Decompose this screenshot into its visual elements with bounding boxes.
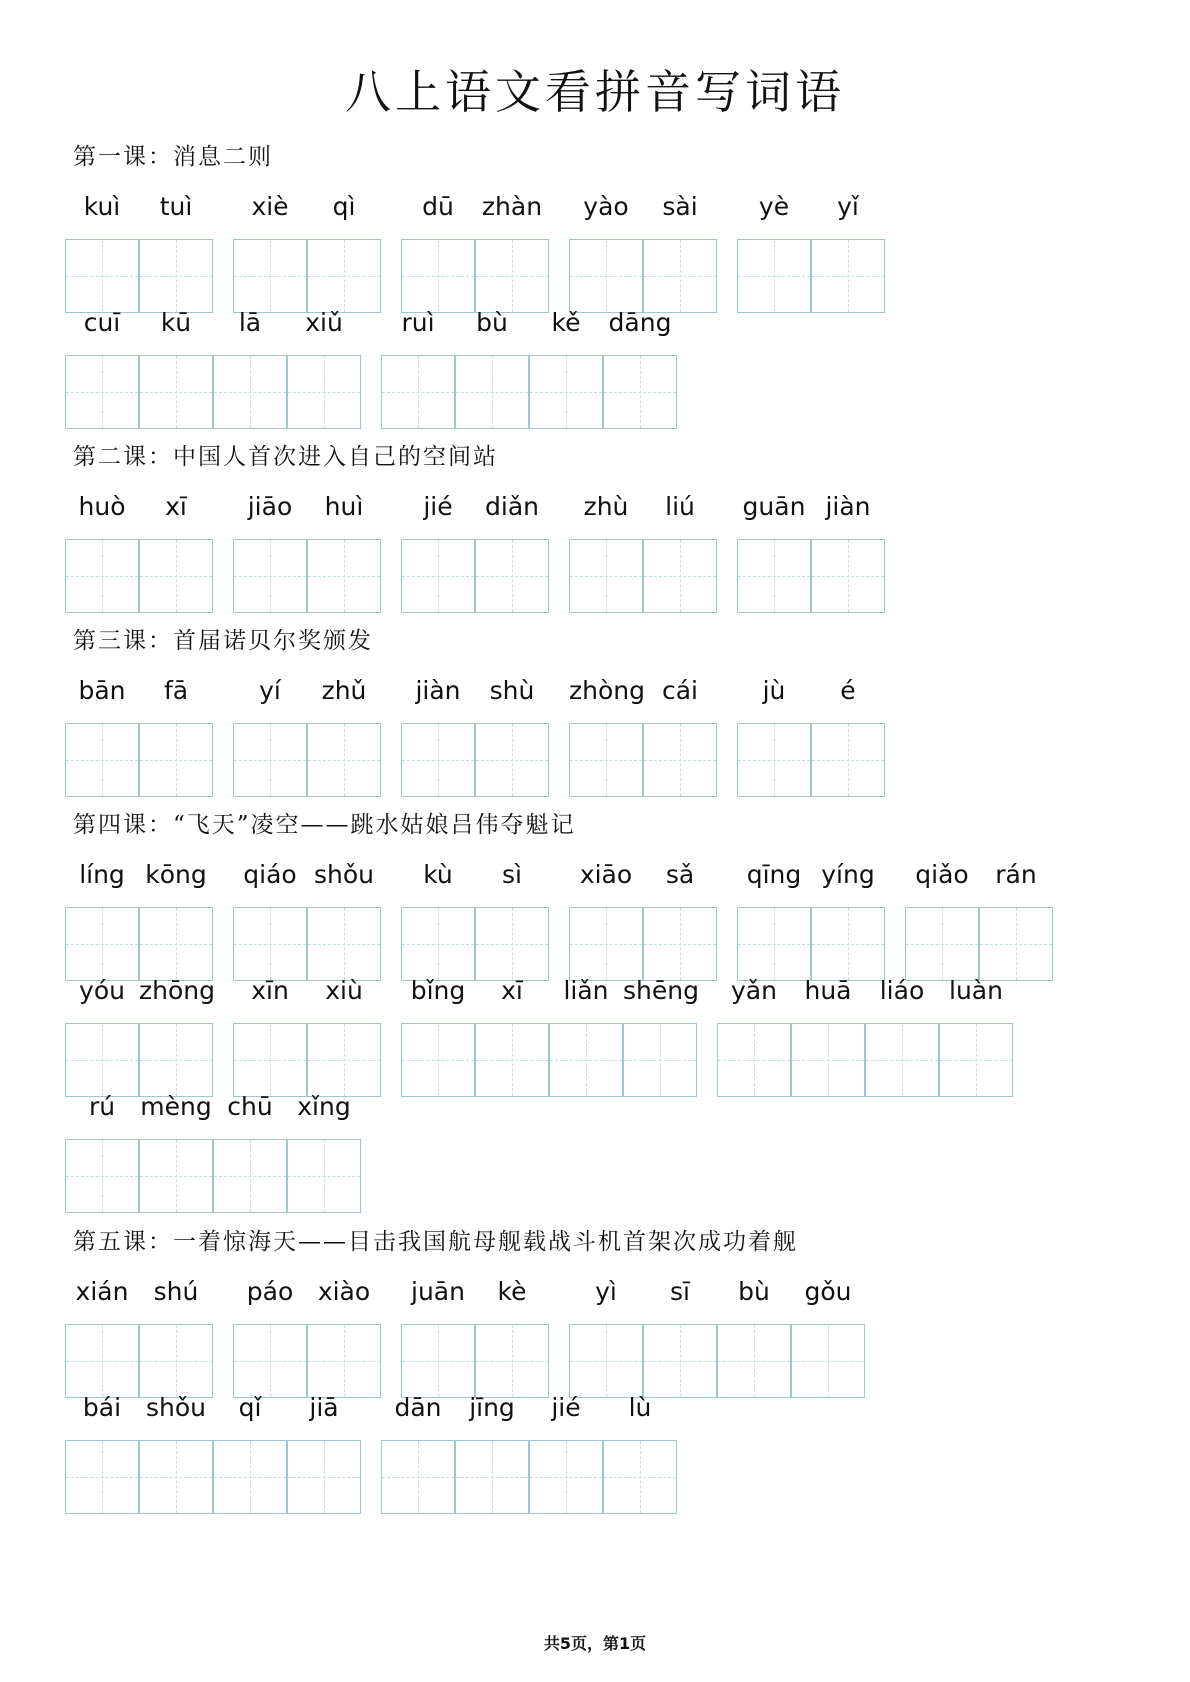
char-writing-box[interactable] <box>139 1023 213 1097</box>
char-writing-box[interactable] <box>643 239 717 313</box>
pinyin-label: juān <box>411 1277 465 1306</box>
char-writing-box[interactable] <box>65 1324 139 1398</box>
lesson-title: 第三课：首届诺贝尔奖颁发 <box>73 628 373 654</box>
word-item <box>233 190 381 314</box>
pinyin-label: qiáo <box>243 860 297 889</box>
char-writing-box[interactable] <box>139 1440 213 1514</box>
word-item <box>233 858 381 982</box>
char-writing-box[interactable] <box>307 907 381 981</box>
pinyin-label: dū <box>422 192 454 221</box>
pinyin-label: cuī <box>83 308 121 337</box>
page-title: 八上语文看拼音写词语 <box>345 65 845 119</box>
word-item <box>65 858 213 982</box>
char-writing-box[interactable] <box>811 239 885 313</box>
word-item <box>737 674 885 798</box>
pinyin-label: liáo <box>879 976 925 1005</box>
pinyin-label: huì <box>324 492 364 521</box>
pinyin-label: líng <box>79 860 125 889</box>
char-writing-box[interactable] <box>65 1139 139 1213</box>
lesson-title: 第四课：“飞天”凌空——跳水姑娘吕伟夺魁记 <box>73 812 576 838</box>
char-writing-box[interactable] <box>475 1324 549 1398</box>
pinyin-label: xiè <box>251 192 289 221</box>
pinyin-label: kè <box>497 1277 527 1306</box>
char-writing-box[interactable] <box>65 1023 139 1097</box>
pinyin-label: bái <box>82 1393 122 1422</box>
pinyin-label: luàn <box>949 976 1003 1005</box>
word-item <box>401 190 549 314</box>
char-writing-box[interactable] <box>455 1440 529 1514</box>
pinyin-label: mèng <box>140 1092 212 1121</box>
pinyin-label: dāng <box>608 308 672 337</box>
char-writing-box[interactable] <box>307 1324 381 1398</box>
char-writing-box[interactable] <box>643 1324 717 1398</box>
pinyin-label: gǒu <box>804 1277 852 1306</box>
lesson-title: 第五课：一着惊海天——目击我国航母舰载战斗机首架次成功着舰 <box>73 1229 798 1255</box>
word-item <box>65 974 213 1098</box>
char-writing-box[interactable] <box>139 539 213 613</box>
char-writing-box[interactable] <box>213 1440 287 1514</box>
pinyin-label: bù <box>476 308 508 337</box>
char-writing-box[interactable] <box>65 723 139 797</box>
pinyin-label: yì <box>595 1277 617 1306</box>
pinyin-label: zhōng <box>139 976 215 1005</box>
pinyin-label: jiàn <box>415 676 461 705</box>
char-writing-box[interactable] <box>475 539 549 613</box>
word-item <box>401 974 697 1098</box>
pinyin-label: jié <box>551 1393 581 1422</box>
word-item <box>737 490 885 614</box>
pinyin-label: fā <box>163 676 189 705</box>
char-writing-box[interactable] <box>455 355 529 429</box>
pinyin-label: rú <box>88 1092 116 1121</box>
char-writing-box[interactable] <box>307 539 381 613</box>
pinyin-label: xiào <box>317 1277 371 1306</box>
word-item <box>65 306 361 430</box>
char-writing-box[interactable] <box>643 907 717 981</box>
char-writing-box[interactable] <box>569 907 643 981</box>
word-item <box>233 674 381 798</box>
char-writing-box[interactable] <box>65 907 139 981</box>
pinyin-label: huò <box>78 492 126 521</box>
word-item <box>233 1275 381 1399</box>
char-writing-box[interactable] <box>643 723 717 797</box>
char-writing-box[interactable] <box>139 239 213 313</box>
char-writing-box[interactable] <box>717 1023 791 1097</box>
pinyin-label: xiāo <box>579 860 633 889</box>
char-writing-box[interactable] <box>213 355 287 429</box>
char-writing-box[interactable] <box>287 1139 361 1213</box>
pinyin-label: dān <box>394 1393 442 1422</box>
pinyin-label: sī <box>670 1277 690 1306</box>
word-item <box>65 1391 361 1515</box>
pinyin-label: shù <box>489 676 535 705</box>
char-writing-box[interactable] <box>569 1324 643 1398</box>
pinyin-label: shēng <box>623 976 699 1005</box>
pinyin-label: xiǔ <box>305 308 343 337</box>
pinyin-label: shú <box>153 1277 199 1306</box>
char-writing-box[interactable] <box>307 239 381 313</box>
char-writing-box[interactable] <box>811 539 885 613</box>
word-item <box>65 190 213 314</box>
pinyin-label: yè <box>758 192 790 221</box>
word-item <box>737 190 885 314</box>
pinyin-label: lā <box>238 308 262 337</box>
char-writing-box[interactable] <box>381 1440 455 1514</box>
pinyin-label: yào <box>583 192 629 221</box>
pinyin-label: sǎ <box>665 860 695 889</box>
word-item <box>233 974 381 1098</box>
word-item <box>737 858 885 982</box>
pinyin-label: yíng <box>821 860 875 889</box>
char-writing-box[interactable] <box>401 1324 475 1398</box>
pinyin-label: yǎn <box>731 976 777 1005</box>
char-writing-box[interactable] <box>623 1023 697 1097</box>
word-item <box>401 490 549 614</box>
pinyin-label: kōng <box>145 860 207 889</box>
pinyin-label: yóu <box>79 976 125 1005</box>
char-writing-box[interactable] <box>401 539 475 613</box>
char-writing-box[interactable] <box>549 1023 623 1097</box>
pinyin-label: kū <box>160 308 192 337</box>
char-writing-box[interactable] <box>569 723 643 797</box>
pinyin-label: jiā <box>309 1393 339 1422</box>
char-writing-box[interactable] <box>233 1324 307 1398</box>
word-item <box>65 1090 361 1214</box>
char-writing-box[interactable] <box>401 239 475 313</box>
pinyin-label: bān <box>78 676 126 705</box>
char-writing-box[interactable] <box>717 1324 791 1398</box>
char-writing-box[interactable] <box>233 239 307 313</box>
pinyin-label: zhàn <box>481 192 543 221</box>
pinyin-label: páo <box>246 1277 294 1306</box>
pinyin-label: sài <box>662 192 698 221</box>
pinyin-label: diǎn <box>485 492 539 521</box>
char-writing-box[interactable] <box>737 539 811 613</box>
char-writing-box[interactable] <box>791 1324 865 1398</box>
char-writing-box[interactable] <box>569 539 643 613</box>
word-item <box>65 1275 213 1399</box>
char-writing-box[interactable] <box>65 239 139 313</box>
char-writing-box[interactable] <box>811 907 885 981</box>
char-writing-box[interactable] <box>65 539 139 613</box>
pinyin-label: jù <box>762 676 786 705</box>
pinyin-label: kuì <box>83 192 121 221</box>
char-writing-box[interactable] <box>287 1440 361 1514</box>
pinyin-label: jiāo <box>247 492 293 521</box>
char-writing-box[interactable] <box>569 239 643 313</box>
pinyin-label: kě <box>551 308 581 337</box>
pinyin-label: shǒu <box>313 860 374 889</box>
char-writing-box[interactable] <box>939 1023 1013 1097</box>
page-footer: 共5页，第1页 <box>543 1634 647 1653</box>
char-writing-box[interactable] <box>65 1440 139 1514</box>
char-writing-box[interactable] <box>737 907 811 981</box>
pinyin-label: qīng <box>746 860 802 889</box>
char-writing-box[interactable] <box>139 723 213 797</box>
char-writing-box[interactable] <box>307 1023 381 1097</box>
char-writing-box[interactable] <box>65 355 139 429</box>
word-item <box>65 490 213 614</box>
word-item <box>569 1275 865 1399</box>
pinyin-label: huā <box>804 976 852 1005</box>
char-writing-box[interactable] <box>791 1023 865 1097</box>
char-writing-box[interactable] <box>643 539 717 613</box>
lesson-title: 第二课：中国人首次进入自己的空间站 <box>73 444 498 470</box>
pinyin-label: yí <box>259 676 281 705</box>
word-item <box>569 674 717 798</box>
word-item <box>381 1391 677 1515</box>
word-item <box>569 858 717 982</box>
pinyin-label: qiǎo <box>915 860 969 889</box>
word-item <box>569 190 717 314</box>
word-item <box>905 858 1053 982</box>
char-writing-box[interactable] <box>475 907 549 981</box>
pinyin-label: rán <box>995 860 1037 889</box>
char-writing-box[interactable] <box>233 539 307 613</box>
char-writing-box[interactable] <box>475 239 549 313</box>
pinyin-label: xīn <box>251 976 289 1005</box>
pinyin-label: jié <box>423 492 453 521</box>
word-item <box>569 490 717 614</box>
pinyin-label: yǐ <box>837 192 859 221</box>
pinyin-label: zhù <box>583 492 629 521</box>
char-writing-box[interactable] <box>287 355 361 429</box>
char-writing-box[interactable] <box>139 355 213 429</box>
word-item <box>401 858 549 982</box>
pinyin-label: xī <box>501 976 523 1005</box>
pinyin-label: é <box>840 676 856 705</box>
char-writing-box[interactable] <box>603 355 677 429</box>
char-writing-box[interactable] <box>401 723 475 797</box>
lesson-title: 第一课：消息二则 <box>73 144 273 170</box>
pinyin-label: lù <box>628 1393 652 1422</box>
pinyin-label: bǐng <box>410 976 466 1005</box>
pinyin-label: liǎn <box>563 976 609 1005</box>
char-writing-box[interactable] <box>401 1023 475 1097</box>
char-writing-box[interactable] <box>233 1023 307 1097</box>
pinyin-label: cái <box>661 676 698 705</box>
word-item <box>717 974 1013 1098</box>
char-writing-box[interactable] <box>865 1023 939 1097</box>
word-item <box>381 306 677 430</box>
char-writing-box[interactable] <box>979 907 1053 981</box>
pinyin-label: zhòng <box>569 676 645 705</box>
word-item <box>401 674 549 798</box>
pinyin-label: bù <box>738 1277 770 1306</box>
char-writing-box[interactable] <box>381 355 455 429</box>
word-item <box>401 1275 549 1399</box>
pinyin-label: ruì <box>401 308 435 337</box>
char-writing-box[interactable] <box>139 1139 213 1213</box>
char-writing-box[interactable] <box>905 907 979 981</box>
char-writing-box[interactable] <box>213 1139 287 1213</box>
char-writing-box[interactable] <box>307 723 381 797</box>
pinyin-label: kù <box>423 860 453 889</box>
pinyin-label: liú <box>665 492 695 521</box>
pinyin-label: qì <box>332 192 356 221</box>
pinyin-label: qǐ <box>238 1393 262 1422</box>
pinyin-label: zhǔ <box>321 676 367 705</box>
char-writing-box[interactable] <box>529 1440 603 1514</box>
pinyin-label: sì <box>502 860 522 889</box>
pinyin-label: shǒu <box>145 1393 206 1422</box>
char-writing-box[interactable] <box>139 1324 213 1398</box>
char-writing-box[interactable] <box>139 907 213 981</box>
pinyin-label: jiàn <box>825 492 871 521</box>
char-writing-box[interactable] <box>737 723 811 797</box>
char-writing-box[interactable] <box>233 723 307 797</box>
word-item <box>65 674 213 798</box>
char-writing-box[interactable] <box>233 907 307 981</box>
pinyin-label: xián <box>75 1277 129 1306</box>
pinyin-label: tuì <box>159 192 193 221</box>
char-writing-box[interactable] <box>811 723 885 797</box>
pinyin-label: xiù <box>325 976 363 1005</box>
char-writing-box[interactable] <box>603 1440 677 1514</box>
word-item <box>233 490 381 614</box>
pinyin-label: guān <box>742 492 806 521</box>
pinyin-label: xǐng <box>297 1092 351 1121</box>
char-writing-box[interactable] <box>475 1023 549 1097</box>
char-writing-box[interactable] <box>475 723 549 797</box>
char-writing-box[interactable] <box>529 355 603 429</box>
pinyin-label: chū <box>227 1092 273 1121</box>
char-writing-box[interactable] <box>401 907 475 981</box>
char-writing-box[interactable] <box>737 239 811 313</box>
pinyin-label: xī <box>165 492 187 521</box>
pinyin-label: jīng <box>469 1393 515 1422</box>
